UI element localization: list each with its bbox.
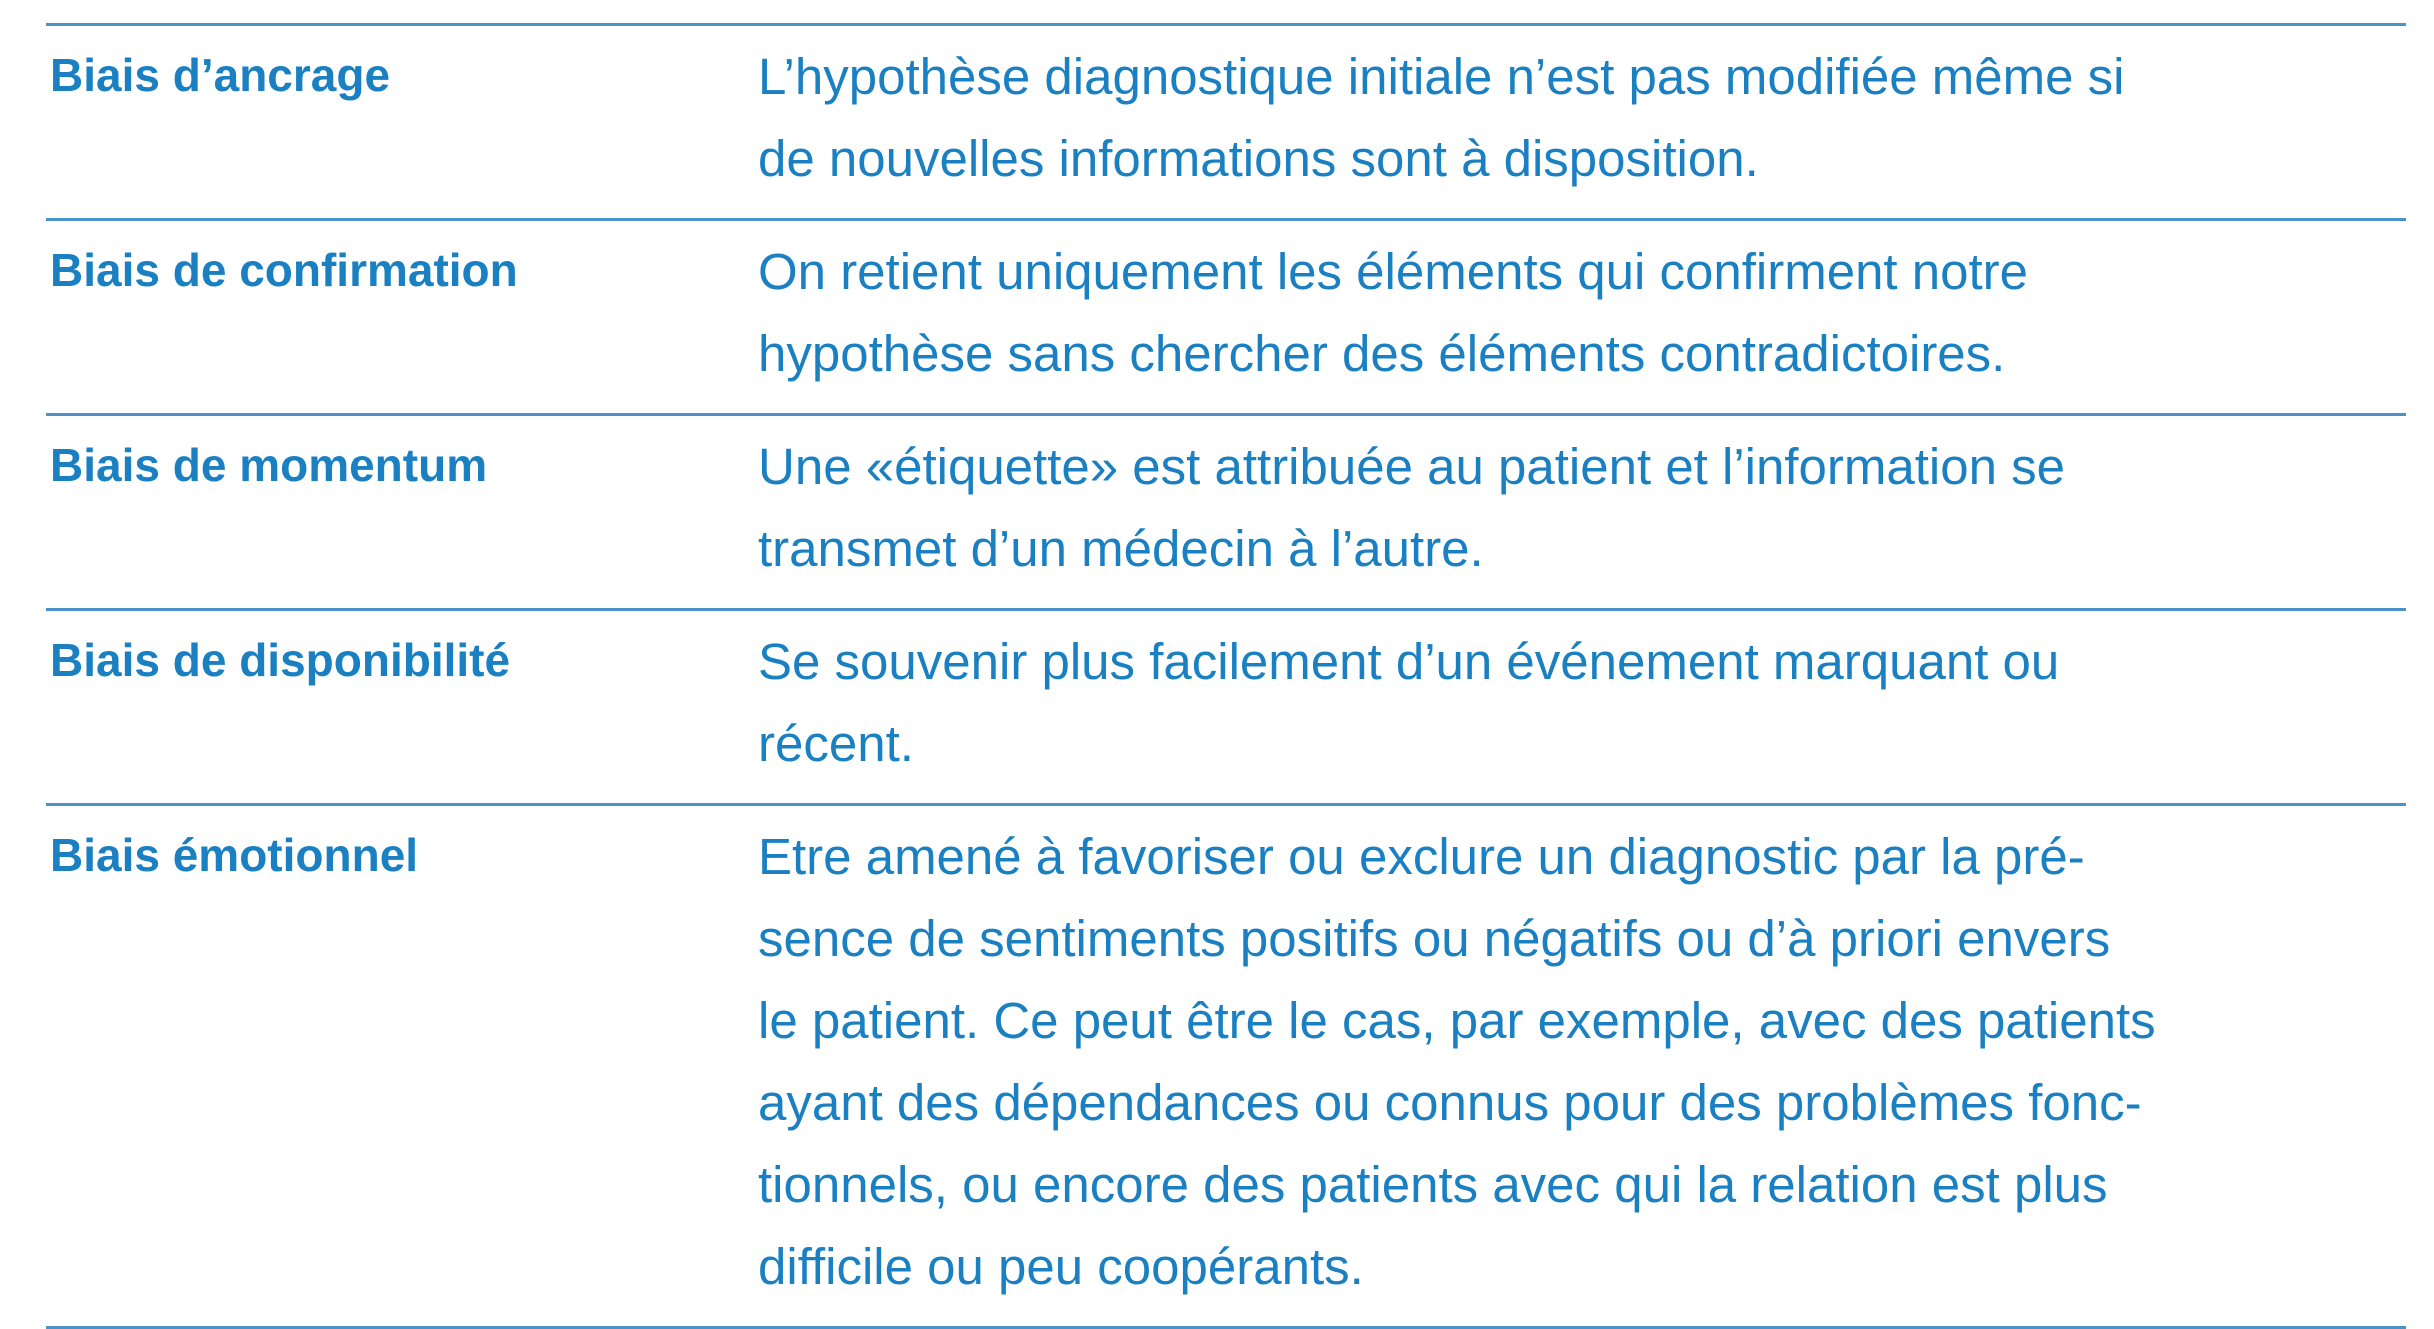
definition-line: On retient uniquement les éléments qui confirment notre	[758, 243, 2029, 300]
definition-line: ayant des dépendances ou connus pour des problèmes fonc-	[758, 1074, 2142, 1131]
bias-term: Biais d’ancrage	[50, 49, 391, 101]
bias-term: Biais émotionnel	[50, 829, 419, 881]
definition-line: Une «étiquette» est attribuée au patient et l’information se	[758, 438, 2065, 495]
table-row	[46, 26, 2406, 221]
table-row	[46, 611, 2406, 806]
definition-line: récent.	[758, 715, 914, 772]
bias-definition	[758, 231, 2406, 395]
definition-line: hypothèse sans chercher des éléments contradictoires.	[758, 325, 2006, 382]
bias-definition	[758, 426, 2406, 590]
definition-line: sence de sentiments positifs ou négatifs ou d’à priori envers	[758, 910, 2111, 967]
definition-line: difficile ou peu coopérants.	[758, 1238, 1364, 1295]
definition-line: le patient. Ce peut être le cas, par exemple, avec des patients	[758, 992, 2156, 1049]
bias-definition	[758, 816, 2406, 1308]
table-row	[46, 221, 2406, 416]
bias-table	[46, 23, 2406, 1329]
definition-line: transmet d’un médecin à l’autre.	[758, 520, 1484, 577]
definition-line: Se souvenir plus facilement d’un événement marquant ou	[758, 633, 2060, 690]
definition-line: tionnels, ou encore des patients avec qui la relation est plus	[758, 1156, 2108, 1213]
definition-line: de nouvelles informations sont à disposition.	[758, 130, 1759, 187]
bias-term: Biais de confirmation	[50, 244, 518, 296]
table-row	[46, 806, 2406, 1329]
bias-term: Biais de disponibilité	[50, 634, 511, 686]
definition-line: Etre amené à favoriser ou exclure un diagnostic par la pré-	[758, 828, 2085, 885]
bias-definition	[758, 36, 2406, 200]
definition-line: L’hypothèse diagnostique initiale n’est pas modifiée même si	[758, 48, 2125, 105]
table-row	[46, 416, 2406, 611]
bias-definition	[758, 621, 2406, 785]
bias-term: Biais de momentum	[50, 439, 488, 491]
